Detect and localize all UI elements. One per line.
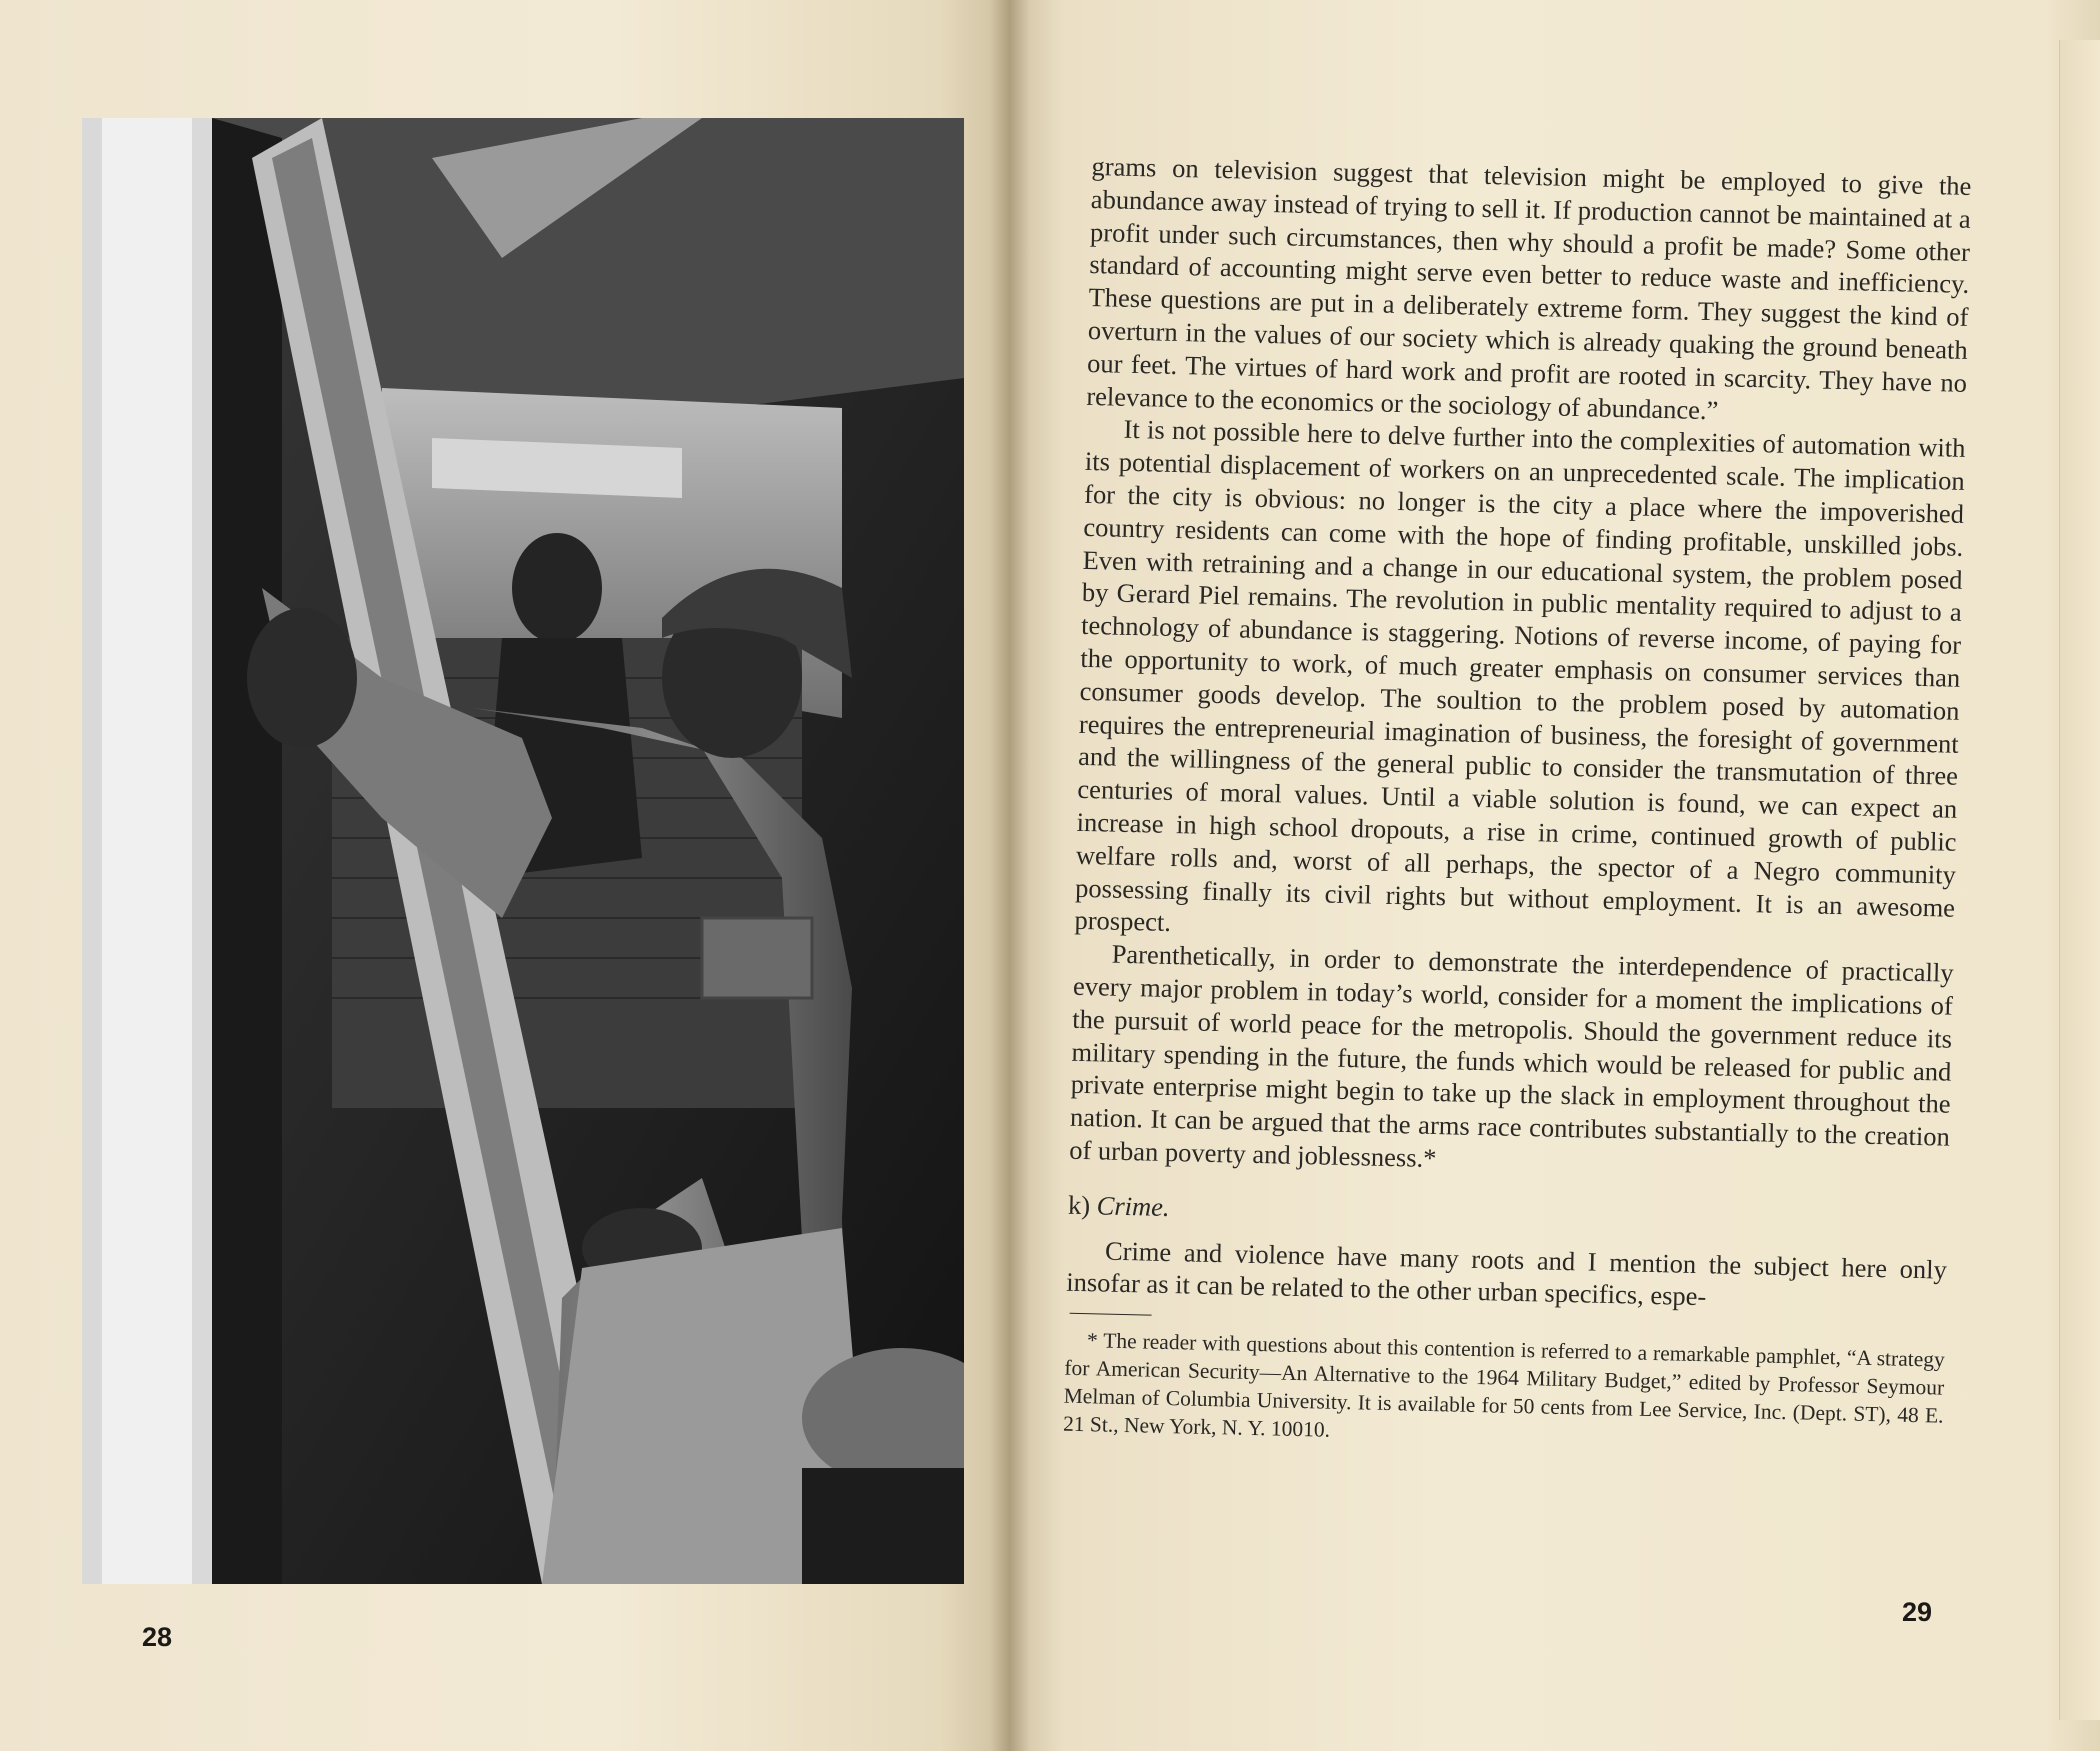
section-title: Crime.	[1096, 1190, 1170, 1222]
page-number-right: 29	[1902, 1597, 1933, 1627]
photograph-workers	[82, 118, 964, 1584]
section-heading-crime	[1068, 1188, 1949, 1241]
body-text	[1063, 150, 1972, 1458]
page-edges	[2059, 40, 2100, 1720]
footnote-rule	[1070, 1313, 1152, 1316]
photo-illustration	[82, 118, 964, 1584]
page-number-left: 28	[142, 1622, 173, 1652]
paragraph-automation: It is not possible here to delve further into the complexities of automation with its potential displacement of workers on an unprecedented scale. The implication for the city is obvious: no longer is the city a place where the impoverished country residents can come with the hope of finding profitable, unskilled jobs. Even with retraining and a change in our educational system, the problem posed by Gerard Piel remains. The revolution in public mentality required to adjust to a technology of abundance is staggering. Notions of reverse income, of paying for the opportunity to work, of much greater emphasis on consumer services than consumer goods develop. The soultion to the problem posed by automation requires the entrepreneurial imagination of business, the foresight of government and the willingness of the general public to consider the transmutation of three centuries of moral values. Until a viable solution is found, we can expect an increase in high school dropouts, a rise in crime, continued growth of public welfare rolls and, worst of all perhaps, the spector of a Negro community possessing finally its civil rights but without employment. It is an awesome prospect.	[1074, 414, 1966, 938]
section-label: k)	[1067, 1189, 1091, 1220]
footnote: * The reader with questions about this contention is referred to a remarkable pamphlet, “A strategy for American Security—An Alternative to the 1964 Military Budget,” edited by Professor Seymour Melman of Columbia University. It is available for 50 cents from Lee Service, Inc. (Dept. ST), 48 E. 21 St., New York, N. Y. 10010.	[1062, 1328, 1946, 1442]
paragraph-crime: Crime and violence have many roots and I mention the subject here only insofar as it can be related to the other urban specifics, espe-	[1065, 1235, 1948, 1312]
left-page	[0, 0, 1010, 1751]
paragraph-world-peace: Parenthetically, in order to demonstrate the interdependence of practically every major problem in today’s world, consider for a moment the implications of the pursuit of world peace for the metropolis. Should the government reduce its military spending in the future, the funds which would be released for public and private enterprise might begin to take up the slack in employment throughout the nation. It can be argued that the arms race contributes substantially to the creation of urban poverty and joblessness.*	[1068, 938, 1954, 1173]
paragraph-television: grams on television suggest that television might be employed to give the abundance away instead of trying to sell it. If production cannot be maintained at a profit under such circumstances, then why should a profit be made? Some other standard of accounting might serve even better to reduce waste and inefficiency. These questions are put in a deliberately extreme form. They suggest the kind of overturn in the values of our society which is already quaking the ground beneath our feet. The virtues of hard work and profit are rooted in scarcity. They have no relevance to the economics or the sociology of abundance.”	[1086, 150, 1972, 425]
book-gutter	[990, 0, 1030, 1751]
